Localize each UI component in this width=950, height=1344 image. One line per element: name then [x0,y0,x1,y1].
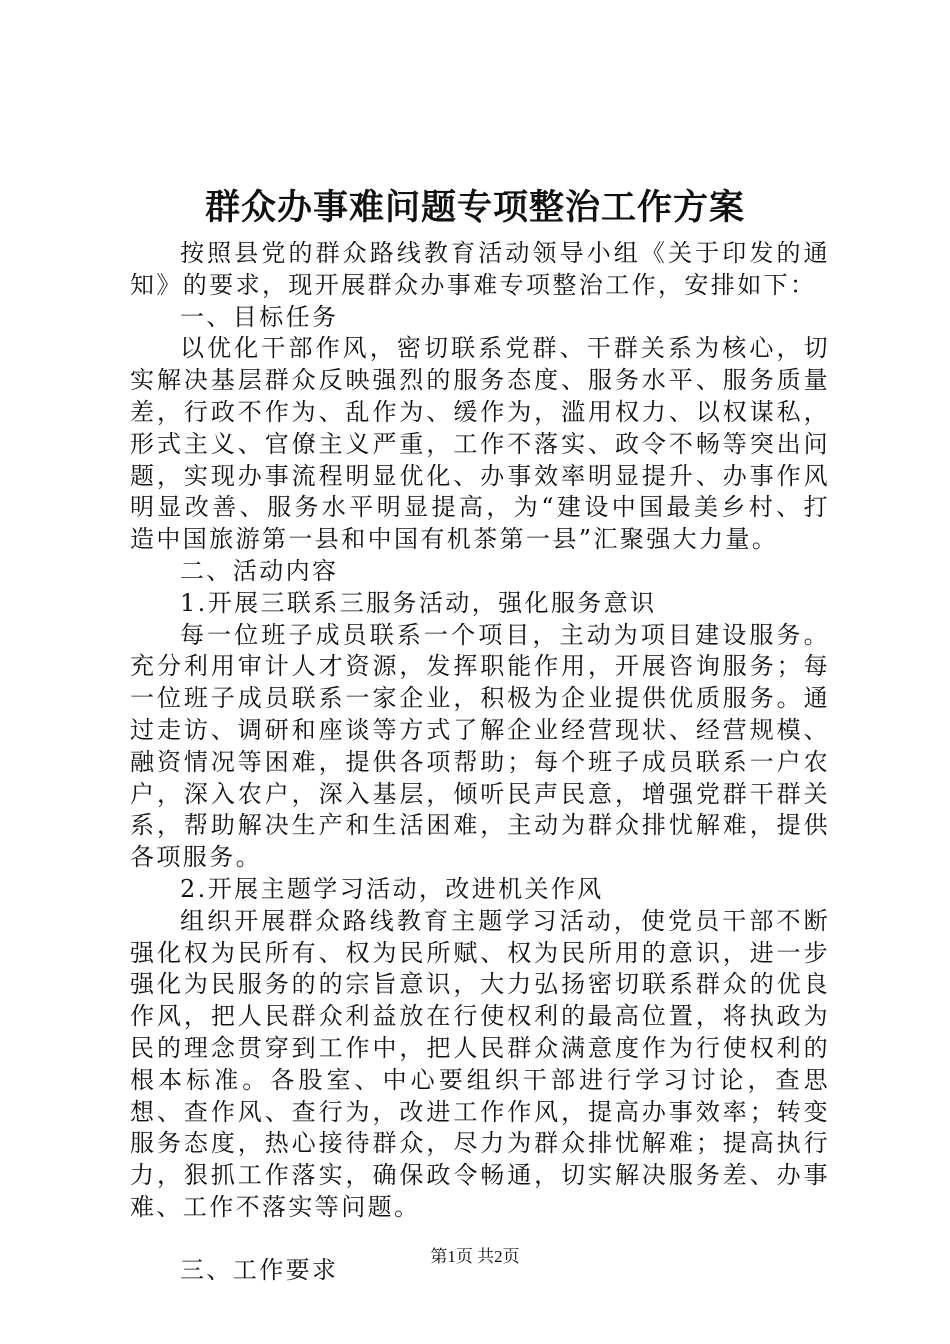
document-body [130,238,830,1287]
page-number-footer: 第1页 共2页 [430,1247,520,1266]
goals-paragraph: 以优化干部作风，密切联系党群、干群关系为核心，切实解决基层群众反映强烈的服务态度、服务水平、服务质量差，行政不作为、乱作为、缓作为，滥用权力、以权谋私，形式主义、官僚主义严重，工作不落实、政令不畅等突出问题，实现办事流程明显优化、办事效率明显提升、办事作风明显改善、服务水平明显提高，为“建设中国最美乡村、打造中国旅游第一县和中国有机茶第一县”汇聚强大力量。 [130,334,830,554]
subheading-activity-2: 2.开展主题学习活动，改进机关作风 [180,874,604,903]
activity-2-paragraph: 组织开展群众路线教育主题学习活动，使党员干部不断强化权为民所有、权为民所赋、权为民所用的意识，进一步强化为民服务的的宗旨意识，大力弘扬密切联系群众的优良作风，把人民群众利益放在行使权利的最高位置，将执政为民的理念贯穿到工作中，把人民群众满意度作为行使权利的根本标准。各股室、中心要组织干部进行学习讨论，查思想、查作风、查行为，改进工作作风，提高办事效率；转变服务态度，热心接待群众，尽力为群众排忧解难；提高执行力，狠抓工作落实，确保政令畅通，切实解决服务差、办事难、工作不落实等问题。 [130,906,830,1221]
intro-paragraph: 按照县党的群众路线教育活动领导小组《关于印发的通知》的要求，现开展群众办事难专项整治工作，安排如下： [130,239,830,299]
section-heading-requirements: 三、工作要求 [180,1255,339,1284]
activity-1-paragraph: 每一位班子成员联系一个项目，主动为项目建设服务。充分利用审计人才资源，发挥职能作用，开展咨询服务；每一位班子成员联系一家企业，积极为企业提供优质服务。通过走访、调研和座谈等方式了解企业经营现状、经营规模、融资情况等困难，提供各项帮助；每个班子成员联系一户农户，深入农户，深入基层，倾听民声民意，增强党群干群关系，帮助解决生产和生活困难，主动为群众排忧解难，提供各项服务。 [130,620,830,872]
section-heading-goals: 一、目标任务 [180,302,339,331]
subheading-activity-1: 1.开展三联系三服务活动，强化服务意识 [180,588,657,617]
section-heading-activities: 二、活动内容 [180,556,339,585]
document-title: 群众办事难问题专项整治工作方案 [204,187,745,228]
